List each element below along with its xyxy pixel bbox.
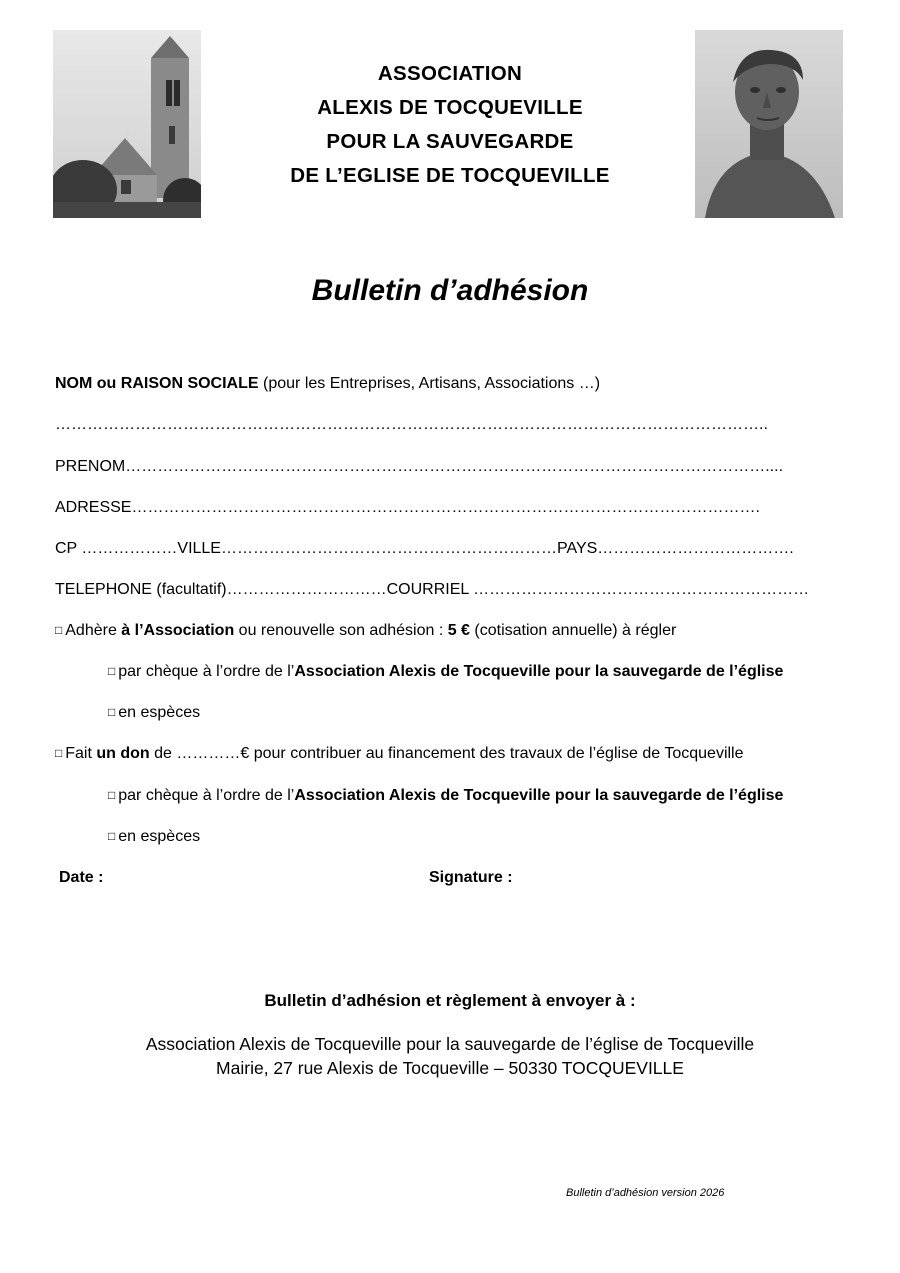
adhesion-checkbox[interactable]: □: [55, 623, 63, 637]
nom-field[interactable]: ……………………………………………………………………………………………………………………..: [55, 416, 768, 433]
courriel-field[interactable]: ………………………………………………………: [473, 581, 810, 598]
adhesion-cheque-checkbox[interactable]: □: [108, 664, 116, 678]
page-title: Bulletin d’adhésion: [311, 274, 589, 307]
prenom-label: PRENOM: [55, 458, 126, 475]
title-line: ALEXIS DE TOCQUEVILLE: [317, 96, 583, 119]
don-option: [55, 744, 744, 764]
don-text-1: Fait: [65, 745, 97, 762]
cp-ville-pays-row: [55, 539, 794, 559]
especes-text: en espèces: [118, 828, 201, 845]
title-line: ASSOCIATION: [377, 62, 523, 85]
pays-label: PAYS: [556, 540, 598, 557]
signature-label: Signature :: [429, 869, 513, 886]
cheque-payee: Association Alexis de Tocqueville pour la sauvegarde de l’église: [294, 787, 784, 804]
adresse-label: ADRESSE: [55, 499, 132, 516]
don-cheque-checkbox[interactable]: □: [108, 788, 116, 802]
cp-field[interactable]: ………………: [81, 540, 178, 557]
don-text-2: un don: [96, 745, 150, 762]
cheque-text: par chèque à l’ordre de l’: [118, 787, 295, 804]
adhesion-text-2: à l’Association: [121, 622, 235, 639]
church-photo: [53, 30, 201, 218]
cheque-payee: Association Alexis de Tocqueville pour la sauvegarde de l’église: [294, 663, 784, 680]
don-checkbox[interactable]: □: [55, 746, 63, 760]
adhesion-option: [55, 621, 676, 641]
cp-label: CP: [55, 540, 77, 557]
nom-hint: (pour les Entreprises, Artisans, Associations …): [263, 375, 601, 392]
return-heading: Bulletin d’adhésion et règlement à envoyer à :: [264, 991, 636, 1010]
telephone-courriel-row: [55, 580, 809, 600]
adhesion-amount: 5 €: [447, 622, 470, 639]
especes-text: en espèces: [118, 704, 201, 721]
return-address-line-2: Mairie, 27 rue Alexis de Tocqueville – 50330 TOCQUEVILLE: [216, 1058, 684, 1078]
adhesion-text-1: Adhère: [65, 622, 122, 639]
date-label: Date :: [59, 869, 104, 886]
nom-label: NOM ou RAISON SOCIALE: [55, 375, 259, 392]
don-especes-checkbox[interactable]: □: [108, 829, 116, 843]
don-text-3: de …………€ pour contribuer au financement des travaux de l’église de Tocqueville: [149, 745, 744, 762]
telephone-label: TELEPHONE (facultatif): [55, 581, 227, 598]
ville-field[interactable]: ………………………………………………………: [220, 540, 557, 557]
ville-label: VILLE: [177, 540, 221, 557]
version-note: Bulletin d’adhésion version 2026: [566, 1187, 725, 1199]
title-line: DE L’EGLISE DE TOCQUEVILLE: [290, 164, 610, 187]
cheque-text: par chèque à l’ordre de l’: [118, 663, 295, 680]
pays-field[interactable]: ……………………………….: [597, 540, 794, 557]
return-address-line-1: Association Alexis de Tocqueville pour la sauvegarde de l’église de Tocqueville: [145, 1034, 755, 1054]
title-line: POUR LA SAUVEGARDE: [326, 130, 574, 153]
adhesion-especes-option: [108, 703, 200, 723]
adresse-field[interactable]: ……………………………………………………………………………………………………….: [131, 499, 760, 516]
courriel-label: COURRIEL: [386, 581, 469, 598]
association-title: [200, 57, 700, 193]
don-especes-option: [108, 827, 200, 847]
prenom-field[interactable]: …………………………………………………………………………………………………………....: [125, 458, 784, 475]
prenom-row: [55, 457, 783, 477]
adhesion-text-5: (cotisation annuelle) à régler: [469, 622, 677, 639]
bust-image: [695, 30, 843, 218]
adhesion-especes-checkbox[interactable]: □: [108, 705, 116, 719]
adhesion-cheque-option: [108, 662, 783, 682]
adresse-row: [55, 498, 760, 518]
telephone-field[interactable]: …………………………: [226, 581, 387, 598]
bust-photo: [695, 30, 843, 218]
adhesion-text-3: ou renouvelle son adhésion :: [234, 622, 448, 639]
church-image: [53, 30, 201, 218]
don-cheque-option: [108, 786, 783, 806]
nom-row: [55, 374, 600, 394]
